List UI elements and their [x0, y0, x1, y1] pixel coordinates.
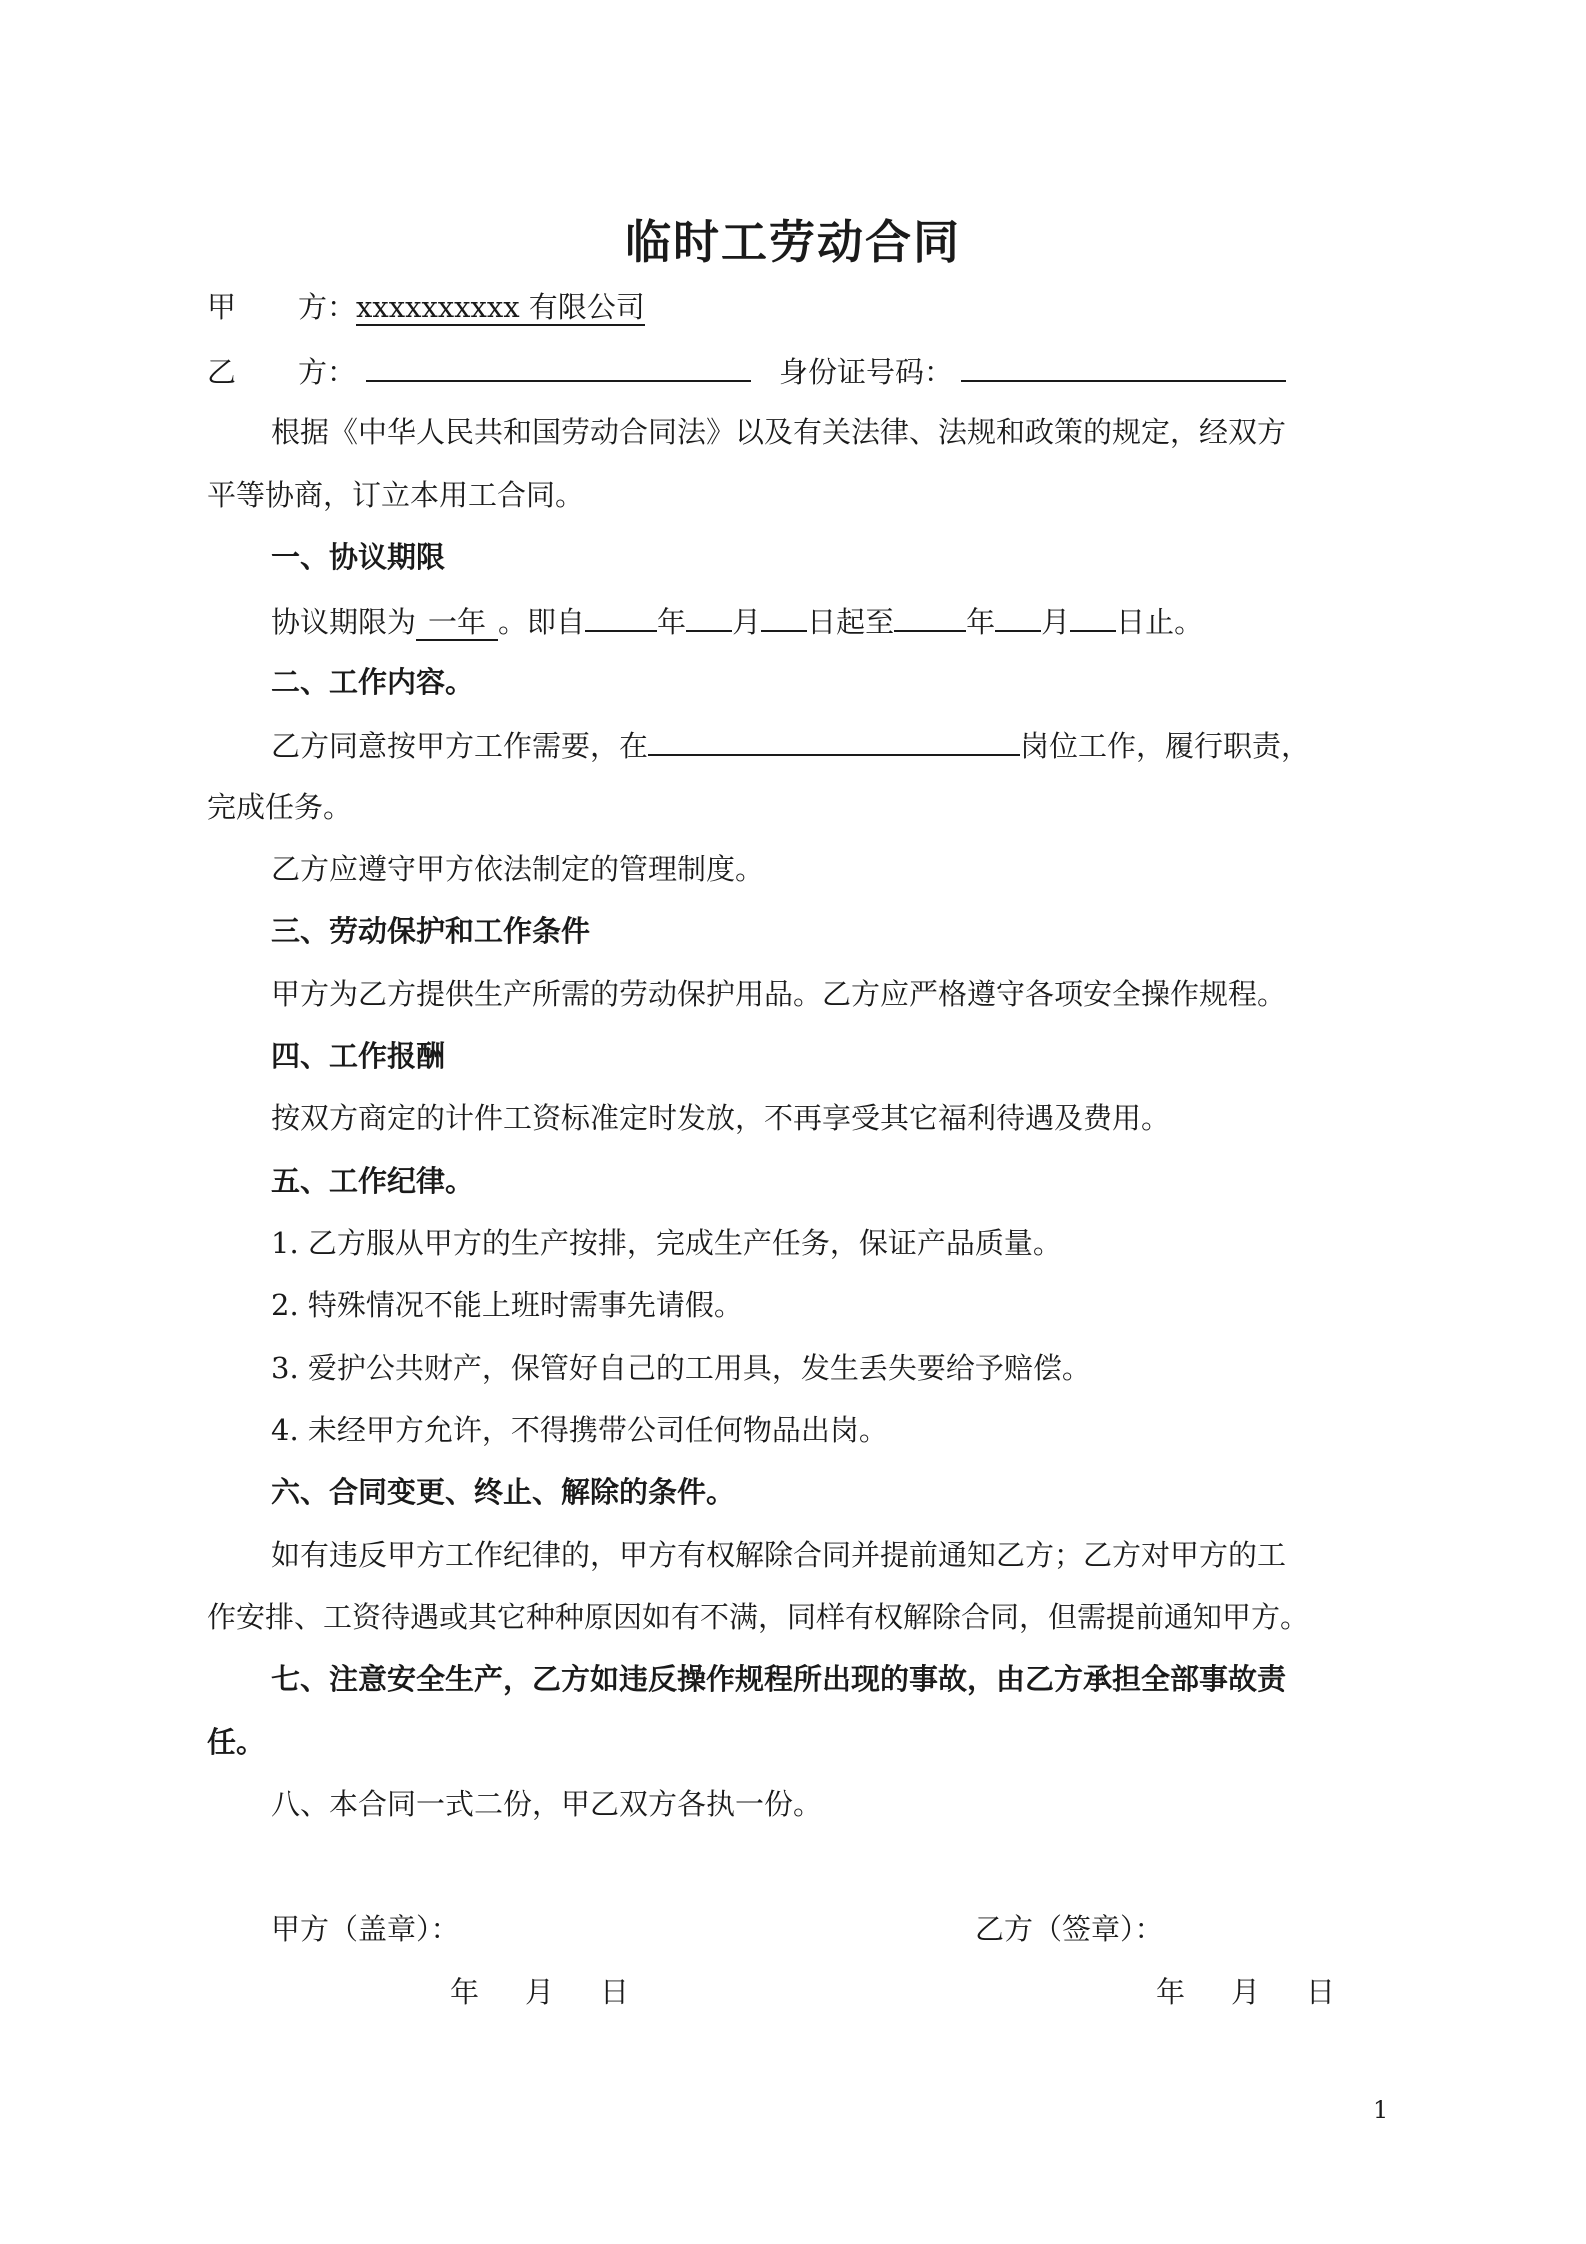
- term-prefix: 协议期限为: [271, 605, 417, 639]
- section-5-heading: 五、工作纪律。: [271, 1164, 475, 1198]
- position-suffix: 岗位工作，履行职责，: [1020, 729, 1311, 763]
- party-a-seal-label: 甲方（盖章）：: [271, 1912, 460, 1946]
- party-a-date-year: 年: [450, 1975, 480, 2009]
- section-6-heading: 六、合同变更、终止、解除的条件。: [271, 1475, 736, 1509]
- start-year-blank: [585, 600, 657, 632]
- section-2-line-3: 乙方应遵守甲方依法制定的管理制度。: [271, 852, 765, 886]
- end-year-blank: [894, 600, 966, 632]
- party-b-name-blank: [366, 350, 751, 382]
- section-7-line-2: 任。: [207, 1725, 266, 1759]
- party-a-date-day: 日: [600, 1975, 630, 2009]
- section-4-line-1: 按双方商定的计件工资标准定时发放，不再享受其它福利待遇及费用。: [271, 1101, 1171, 1135]
- party-b-label-1: 乙: [207, 355, 237, 389]
- discipline-item-3: 3. 爱护公共财产，保管好自己的工用具，发生丢失要给予赔偿。: [271, 1351, 1091, 1385]
- section-3-line-1: 甲方为乙方提供生产所需的劳动保护用品。乙方应严格遵守各项安全操作规程。: [271, 977, 1287, 1011]
- party-a-label-2: 方：: [298, 290, 357, 324]
- section-6-line-2: 作安排、工资待遇或其它种种原因如有不满，同样有权解除合同，但需提前通知甲方。: [207, 1600, 1310, 1634]
- end-month-blank: [995, 600, 1041, 632]
- start-day-blank: [761, 600, 807, 632]
- start-year-label: 年: [657, 605, 687, 639]
- section-8-line-1: 八、本合同一式二份，甲乙双方各执一份。: [271, 1787, 823, 1821]
- section-7-line-1: 七、注意安全生产，乙方如违反操作规程所出现的事故，由乙方承担全部事故责: [271, 1662, 1287, 1696]
- page-title: 临时工劳动合同: [625, 215, 961, 269]
- party-a-date-month: 月: [525, 1975, 555, 2009]
- section-2-heading: 二、工作内容。: [271, 665, 475, 699]
- party-b-line: [207, 350, 1286, 392]
- end-day-label: 日止。: [1116, 605, 1204, 639]
- party-a-line: [207, 287, 645, 327]
- party-b-label-2: 方：: [298, 355, 357, 389]
- party-b-date: [1156, 1972, 1381, 2012]
- section-2-line-2: 完成任务。: [207, 790, 353, 824]
- end-day-blank: [1070, 600, 1116, 632]
- section-1-term-line: [271, 600, 1203, 642]
- party-a-name: xxxxxxxxxx 有限公司: [356, 290, 645, 324]
- section-1-heading: 一、协议期限: [271, 540, 446, 574]
- start-month-label: 月: [732, 605, 762, 639]
- start-day-label: 日起至: [807, 605, 895, 639]
- term-value: 一年: [416, 605, 498, 641]
- party-a-date: [450, 1972, 675, 2012]
- position-blank: [648, 724, 1020, 756]
- end-year-label: 年: [966, 605, 996, 639]
- section-4-heading: 四、工作报酬: [271, 1039, 446, 1073]
- term-mid: 。即自: [498, 605, 586, 639]
- start-month-blank: [686, 600, 732, 632]
- party-b-id-label: 身份证号码：: [779, 355, 954, 389]
- discipline-item-4: 4. 未经甲方允许，不得携带公司任何物品出岗。: [271, 1413, 888, 1447]
- discipline-item-2: 2. 特殊情况不能上班时需事先请假。: [271, 1288, 743, 1322]
- party-b-sign-label: 乙方（签章）：: [975, 1912, 1164, 1946]
- party-b-date-day: 日: [1306, 1975, 1336, 2009]
- page-number: 1: [1373, 2096, 1389, 2124]
- discipline-item-1: 1. 乙方服从甲方的生产按排，完成生产任务，保证产品质量。: [271, 1226, 1062, 1260]
- end-month-label: 月: [1041, 605, 1071, 639]
- party-b-date-month: 月: [1231, 1975, 1261, 2009]
- section-3-heading: 三、劳动保护和工作条件: [271, 914, 591, 948]
- intro-line-2: 平等协商，订立本用工合同。: [207, 478, 585, 512]
- position-prefix: 乙方同意按甲方工作需要，在: [271, 729, 649, 763]
- intro-line-1: 根据《中华人民共和国劳动合同法》以及有关法律、法规和政策的规定，经双方: [271, 415, 1287, 449]
- section-2-line-1: [271, 724, 1310, 766]
- party-a-label-1: 甲: [207, 290, 237, 324]
- section-6-line-1: 如有违反甲方工作纪律的，甲方有权解除合同并提前通知乙方；乙方对甲方的工: [271, 1538, 1287, 1572]
- party-b-date-year: 年: [1156, 1975, 1186, 2009]
- party-b-id-blank: [961, 350, 1286, 382]
